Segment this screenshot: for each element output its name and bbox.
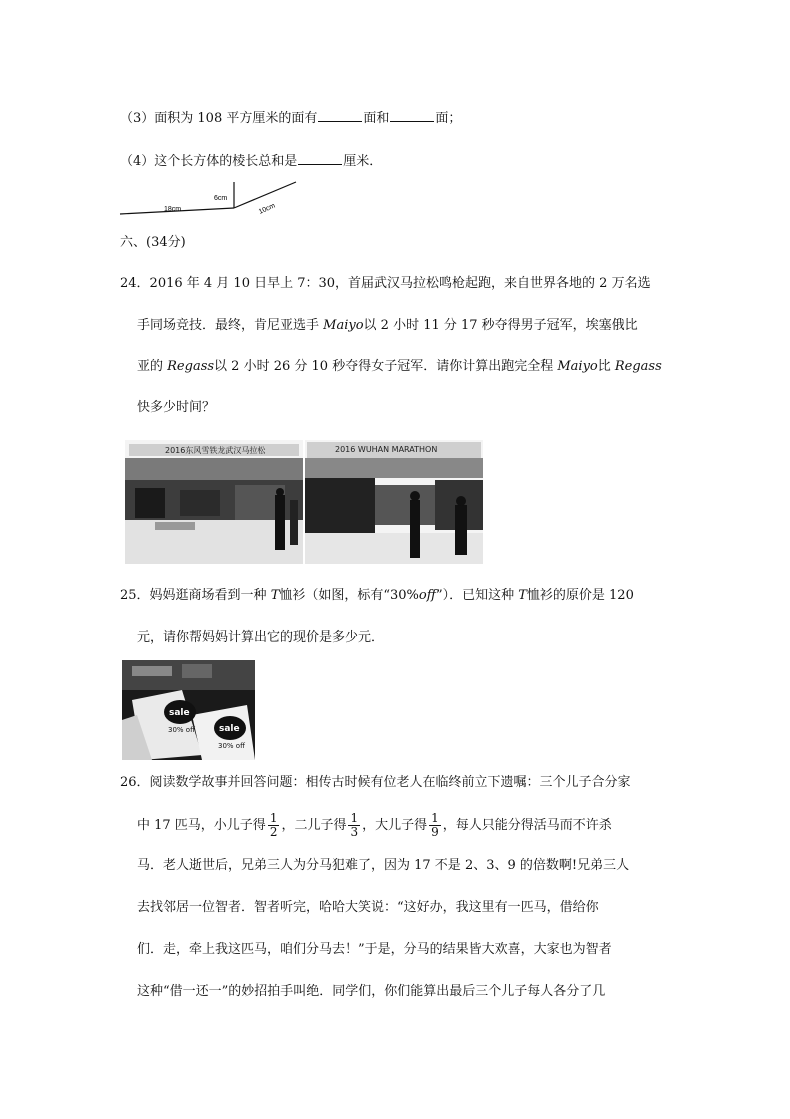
denominator: 9 (431, 825, 439, 839)
q24-line4: 快多少时间？ (137, 400, 216, 415)
sale-photo (122, 660, 255, 760)
sale-pct: 30% off (168, 726, 195, 734)
sale-tag-1 (164, 700, 196, 734)
q24-text: 亚的 (137, 359, 168, 374)
fraction-ninth (429, 812, 441, 839)
q24-text: 以 2 小时 11 分 17 秒夺得男子冠军，埃塞俄比 (363, 318, 638, 333)
section-title: 六、(34分) (120, 235, 186, 250)
q25-line1 (120, 586, 634, 606)
q3-suffix: 面； (435, 111, 462, 126)
height-label: 6cm (214, 195, 228, 202)
denominator: 3 (350, 825, 359, 839)
q24-line1: 24．2016 年 4 月 10 日早上 7：30，首届武汉马拉松鸣枪起跑，来自世界各地的 2 万名选 (120, 276, 651, 291)
numerator: 1 (431, 811, 439, 825)
q24-text: 比 (597, 359, 615, 374)
q25-text: 恤衫的原价是 120 (526, 588, 634, 603)
q3-mid: 面和 (363, 111, 390, 126)
runner-name: Maiyo (323, 318, 364, 333)
length-label: 18cm (164, 206, 182, 213)
fraction-half (268, 812, 280, 839)
sale-word: sale (169, 708, 190, 718)
q24-line3 (137, 357, 662, 377)
q24-text: 手同场竞技．最终，肯尼亚选手 (137, 318, 324, 333)
q26-text: ，大儿子得 (362, 818, 428, 833)
sale-pct: 30% off (218, 742, 245, 750)
question-3 (120, 107, 461, 129)
q26-text: ，每人只能分得活马而不许杀 (442, 818, 612, 833)
question-4 (120, 150, 382, 172)
q26-text: ，二儿子得 (281, 818, 347, 833)
q26-line3: 马．老人逝世后，兄弟三人为分马犯难了，因为 17 不是 2、3、9 的倍数啊!兄弟三人 (137, 858, 630, 873)
numerator: 1 (350, 811, 359, 825)
q25-text: 恤衫（如图，标有“30% (279, 588, 419, 603)
q26-line5: 们．走，牵上我这匹马，咱们分马去！”于是，分马的结果皆大欢喜，大家也为智者 (137, 942, 612, 957)
sale-word: sale (219, 724, 240, 734)
q24-line2 (137, 316, 638, 336)
q25-line2: 元，请你帮妈妈计算出它的现价是多少元． (137, 630, 385, 645)
numerator: 1 (269, 811, 278, 825)
sale-tag-2 (214, 716, 246, 750)
answer-blank[interactable] (318, 107, 362, 122)
q26-text: 中 17 匹马，小儿子得 (137, 818, 266, 833)
answer-blank[interactable] (390, 107, 434, 122)
q25-text: ”）．已知这种 (435, 588, 519, 603)
marathon-photo-right (305, 440, 483, 564)
t-variable: T (518, 588, 527, 603)
t-variable: T (270, 588, 280, 603)
q24-text: 以 2 小时 26 分 10 秒夺得女子冠军．请你计算出跑完全程 (214, 359, 558, 374)
q26-line2 (137, 812, 612, 840)
fraction-third (348, 812, 360, 839)
q26-line4: 去找邻居一位智者．智者听完，哈哈大笑说：“这好办，我这里有一匹马，借给你 (137, 900, 599, 915)
runner-name: Regass (167, 359, 215, 374)
width-label: 10cm (257, 202, 277, 216)
runner-name: Maiyo (557, 359, 598, 374)
q3-prefix: （3）面积为 108 平方厘米的面有 (120, 111, 318, 126)
q26-line1: 26．阅读数学故事并回答问题：相传古时候有位老人在临终前立下遗嘱：三个儿子合分家 (120, 775, 631, 790)
runner-name: Regass (614, 359, 662, 374)
q4-suffix: 厘米． (343, 154, 383, 169)
marathon-photo-left (125, 440, 303, 564)
q4-prefix: （4）这个长方体的棱长总和是 (120, 154, 298, 169)
q26-line6: 这种“借一还一”的妙招拍手叫绝．同学们，你们能算出最后三个儿子每人各分了几 (137, 984, 606, 999)
denominator: 2 (269, 825, 278, 839)
photo-banner: 2016 WUHAN MARATHON (335, 445, 438, 454)
cuboid-diagram (118, 178, 308, 220)
photo-banner: 2016东风雪铁龙武汉马拉松 (165, 446, 266, 455)
q25-text: 25．妈妈逛商场看到一种 (120, 588, 271, 603)
answer-blank[interactable] (298, 150, 342, 165)
off-text: off (418, 588, 436, 603)
